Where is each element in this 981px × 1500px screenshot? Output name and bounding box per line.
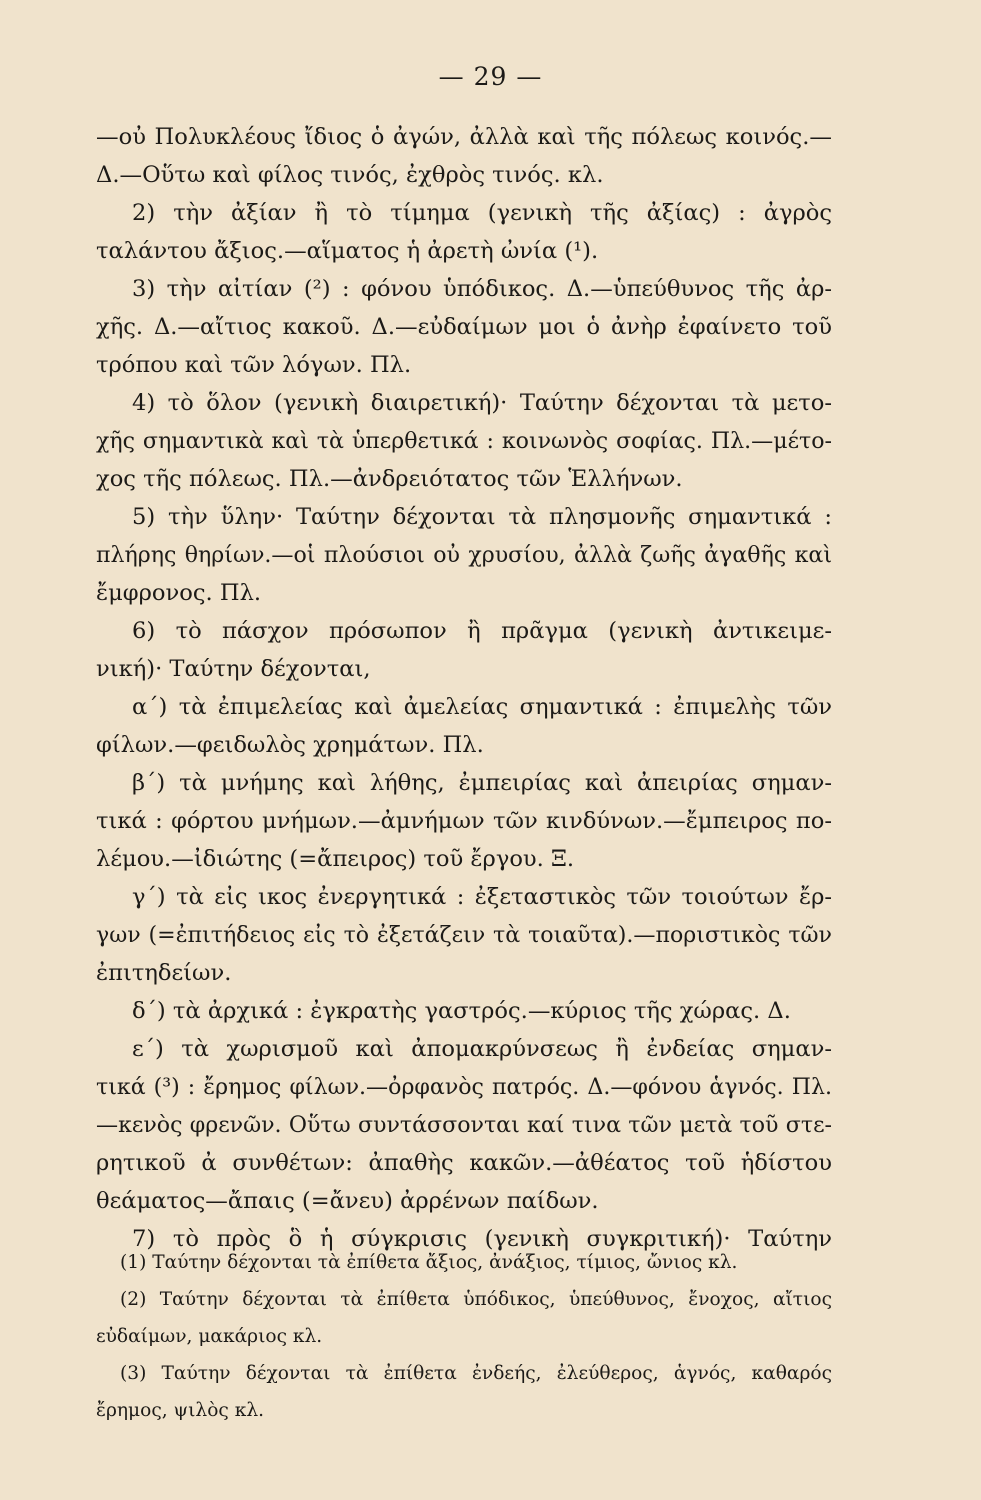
text-line: φίλων.—φειδωλὸς χρημάτων. Πλ.	[96, 732, 484, 758]
text-line: λέμου.—ἰδιώτης (=ἄπειρος) τοῦ ἔργου. Ξ.	[96, 846, 575, 872]
footnote-line: (3) Ταύτην δέχονται τὰ ἐπίθετα ἐνδεής, ἐλεύθερος, ἁγνός, καθαρός	[120, 1363, 832, 1384]
body-text	[96, 118, 832, 1258]
footnote-line: εὐδαίμων, μακάριος κλ.	[96, 1326, 323, 1347]
text-line: πλήρης θηρίων.—οἱ πλούσιοι οὐ χρυσίου, ἀλλὰ ζωῆς ἀγαθῆς καὶ	[96, 542, 832, 568]
text-line: —οὐ Πολυκλέους ἴδιος ὁ ἀγών, ἀλλὰ καὶ τῆς πόλεως κοινός.—	[96, 124, 832, 150]
text-line: α΄) τὰ ἐπιμελείας καὶ ἀμελείας σημαντικά : ἐπιμελὴς τῶν	[132, 694, 832, 720]
text-line: ἐπιτηδείων.	[96, 960, 232, 986]
text-line: 2) τὴν ἀξίαν ἢ τὸ τίμημα (γενικὴ τῆς ἀξίας) : ἀγρὸς	[132, 200, 832, 226]
text-line: 3) τὴν αἰτίαν (²) : φόνου ὑπόδικος. Δ.—ὑπεύθυνος τῆς ἀρ-	[132, 276, 832, 302]
text-line: τικά (³) : ἔρημος φίλων.—ὀρφανὸς πατρός. Δ.—φόνου ἁγνός. Πλ.	[96, 1074, 832, 1100]
text-line: 5) τὴν ὕλην· Ταύτην δέχονται τὰ πλησμονῆς σημαντικά :	[132, 504, 832, 530]
text-line: 7) τὸ πρὸς ὃ ἡ σύγκρισις (γενικὴ συγκριτική)· Ταύτην	[132, 1226, 832, 1252]
text-line: γ΄) τὰ εἰς ικος ἐνεργητικά : ἐξεταστικὸς τῶν τοιούτων ἔρ-	[132, 884, 832, 910]
footnote-line: ἔρημος, ψιλὸς κλ.	[96, 1400, 265, 1421]
text-line: ρητικοῦ ἀ συνθέτων: ἀπαθὴς κακῶν.—ἀθέατος τοῦ ἡδίστου	[96, 1150, 832, 1176]
text-line: χος τῆς πόλεως. Πλ.—ἀνδρειότατος τῶν Ἑλλήνων.	[96, 466, 683, 492]
footnotes	[96, 1244, 832, 1429]
text-line: Δ.—Οὕτω καὶ φίλος τινός, ἐχθρὸς τινός. κλ.	[96, 162, 604, 188]
text-line: δ΄) τὰ ἀρχικά : ἐγκρατὴς γαστρός.—κύριος τῆς χώρας. Δ.	[132, 998, 791, 1024]
text-line: ἔμφρονος. Πλ.	[96, 580, 262, 606]
text-line: ε΄) τὰ χωρισμοῦ καὶ ἀπομακρύνσεως ἢ ἐνδείας σημαν-	[132, 1036, 832, 1062]
text-line: νική)· Ταύτην δέχονται,	[96, 656, 371, 682]
text-line: θεάματος—ἄπαις (=ἄνευ) ἀρρένων παίδων.	[96, 1188, 599, 1214]
text-line: γων (=ἐπιτήδειος εἰς τὸ ἐξετάζειν τὰ τοιαῦτα).—πoριστικὸς τῶν	[96, 922, 832, 948]
text-line: χῆς. Δ.—αἴτιος κακοῦ. Δ.—εὐδαίμων μοι ὁ ἀνὴρ ἐφαίνετο τοῦ	[96, 314, 832, 340]
text-line: τικά : φόρτου μνήμων.—ἀμνήμων τῶν κινδύνων.—ἔμπειρος πο-	[96, 808, 832, 834]
page-number: — 29 —	[438, 62, 543, 91]
footnote-line: (1) Ταύτην δέχονται τὰ ἐπίθετα ἄξιος, ἀνάξιος, τίμιος, ὤνιος κλ.	[120, 1252, 738, 1273]
footnote-line: (2) Ταύτην δέχονται τὰ ἐπίθετα ὑπόδικος, ὑπεύθυνος, ἔνοχος, αἴτιος	[120, 1289, 832, 1310]
text-line: 4) τὸ ὅλον (γενικὴ διαιρετική)· Ταύτην δέχονται τὰ μετο-	[132, 390, 832, 416]
text-line: χῆς σημαντικὰ καὶ τὰ ὑπερθετικά : κοινωνὸς σοφίας. Πλ.—μέτο-	[96, 428, 832, 454]
text-line: τρόπου καὶ τῶν λόγων. Πλ.	[96, 352, 412, 378]
text-line: —κενὸς φρενῶν. Οὕτω συντάσσονται καί τινα τῶν μετὰ τοῦ στε-	[96, 1112, 832, 1138]
text-line: ταλάντου ἄξιος.—αἵματος ἡ ἀρετὴ ὠνία (¹).	[96, 238, 599, 264]
text-line: β΄) τὰ μνήμης καὶ λήθης, ἐμπειρίας καὶ ἀπειρίας σημαν-	[132, 770, 832, 796]
text-line: 6) τὸ πάσχον πρόσωπον ἢ πρᾶγμα (γενικὴ ἀντικειμε-	[132, 618, 832, 644]
